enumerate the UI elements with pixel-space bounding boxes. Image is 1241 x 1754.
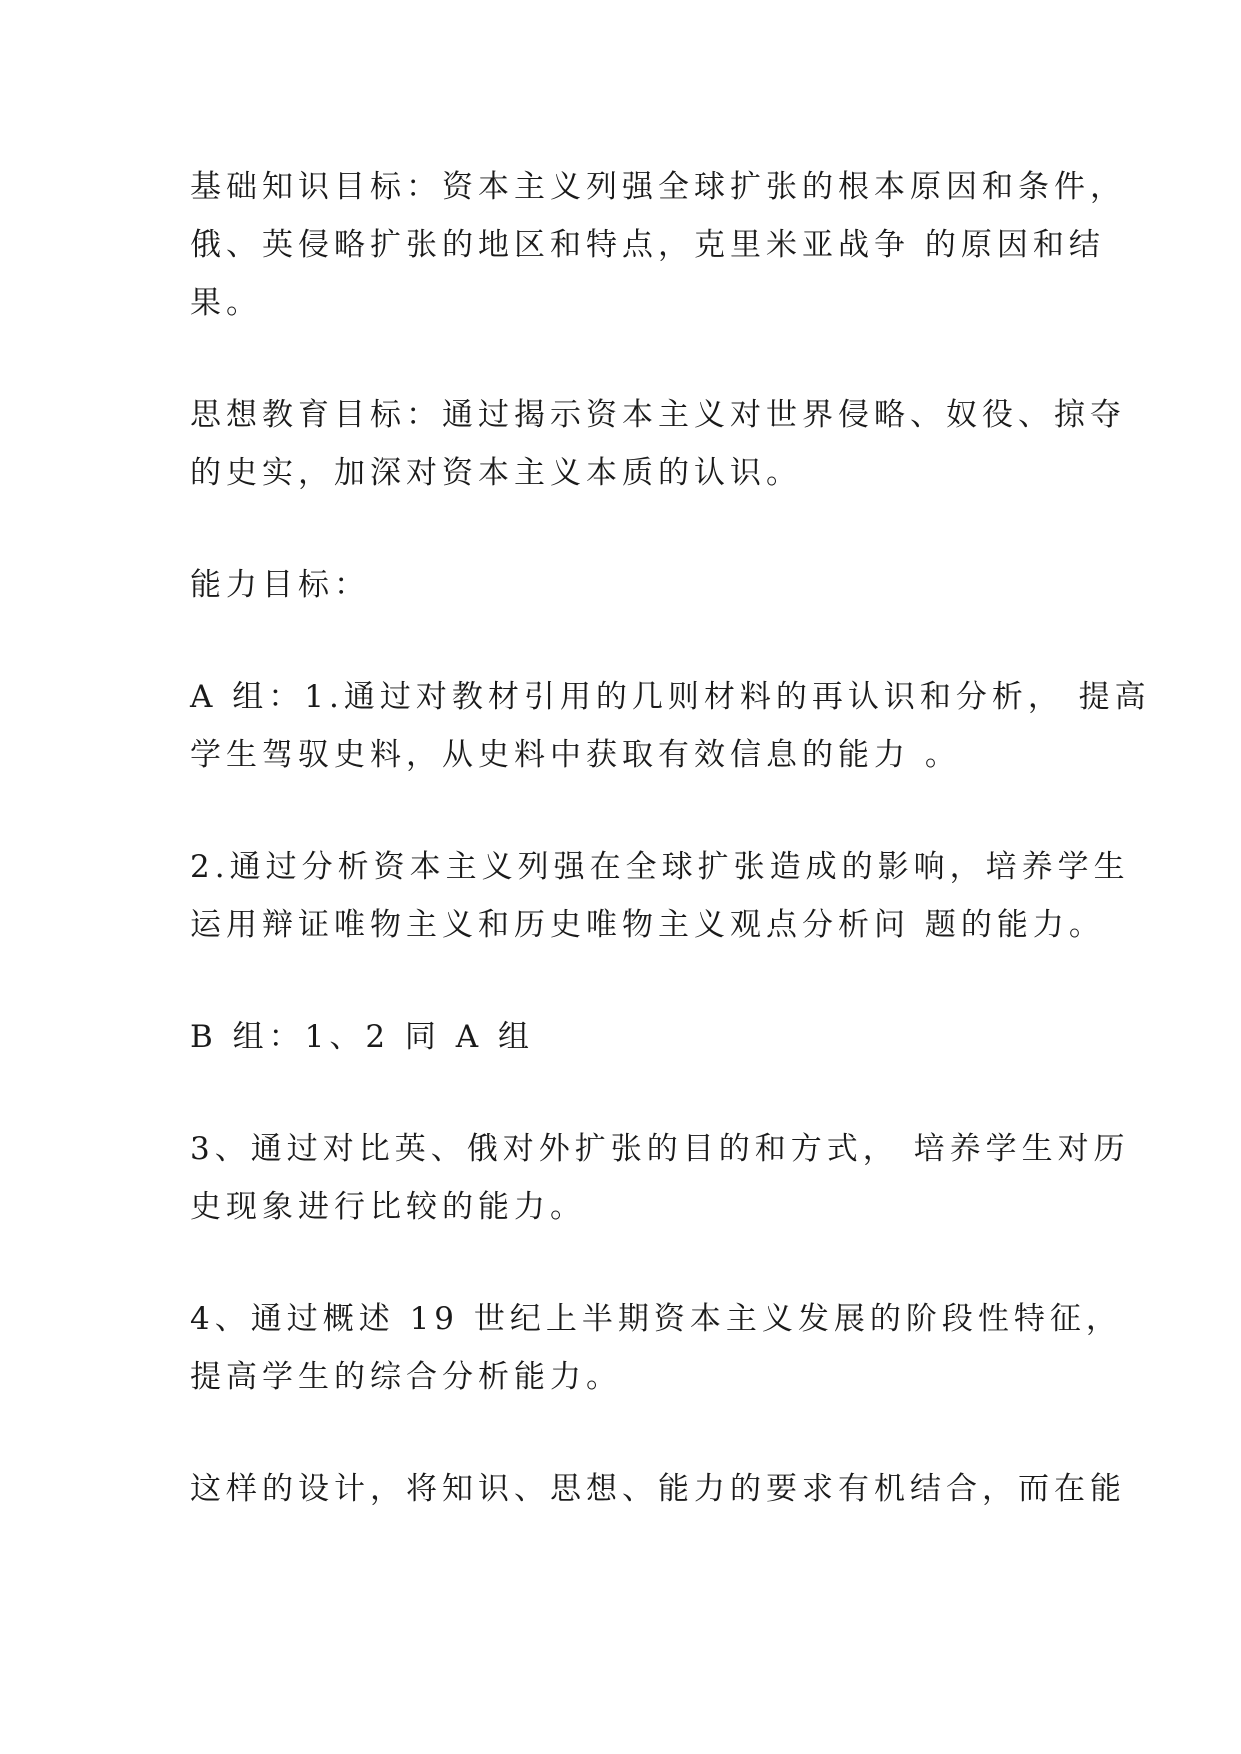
text-line: 学生驾驭史料，从史料中获取有效信息的能力 。 [190, 737, 961, 773]
paragraph-group-a-item-1 [190, 668, 1151, 784]
paragraph-ability-goal-heading [190, 556, 1070, 614]
text-line: 果。 [190, 285, 262, 321]
document-body [190, 158, 1151, 1572]
paragraph-basic-knowledge-goal [190, 158, 1126, 332]
text-line: 的史实，加深对资本主义本质的认识。 [190, 455, 802, 491]
text-line: 2.通过分析资本主义列强在全球扩张造成的影响，培养学生 [190, 849, 1130, 885]
text-line: 基础知识目标：资本主义列强全球扩张的根本原因和条件， [190, 169, 1126, 205]
paragraph-ideological-education-goal [190, 386, 1126, 502]
text-line: 运用辩证唯物主义和历史唯物主义观点分析问 题的能力。 [190, 907, 1105, 943]
text-line: 3、通过对比英、俄对外扩张的目的和方式， 培养学生对历 [190, 1131, 1130, 1167]
text-line: 思想教育目标：通过揭示资本主义对世界侵略、奴役、掠夺 [190, 397, 1126, 433]
paragraph-group-b-heading [190, 1008, 1070, 1066]
text-line: A 组：1.通过对教材引用的几则材料的再认识和分析， 提高 [190, 679, 1151, 715]
text-line: 能力目标： [190, 567, 370, 603]
text-line: 史现象进行比较的能力。 [190, 1189, 586, 1225]
paragraph-group-b-item-4 [190, 1290, 1122, 1406]
text-line: 俄、英侵略扩张的地区和特点，克里米亚战争 的原因和结 [190, 227, 1105, 263]
paragraph-group-a-item-2 [190, 838, 1130, 954]
text-line: 4、通过概述 19 世纪上半期资本主义发展的阶段性特征， [190, 1301, 1122, 1337]
paragraph-design-summary [190, 1460, 1126, 1518]
text-line: 提高学生的综合分析能力。 [190, 1359, 622, 1395]
text-line: 这样的设计，将知识、思想、能力的要求有机结合，而在能 [190, 1471, 1126, 1507]
text-line: B 组：1、2 同 A 组 [190, 1019, 535, 1055]
paragraph-group-b-item-3 [190, 1120, 1130, 1236]
